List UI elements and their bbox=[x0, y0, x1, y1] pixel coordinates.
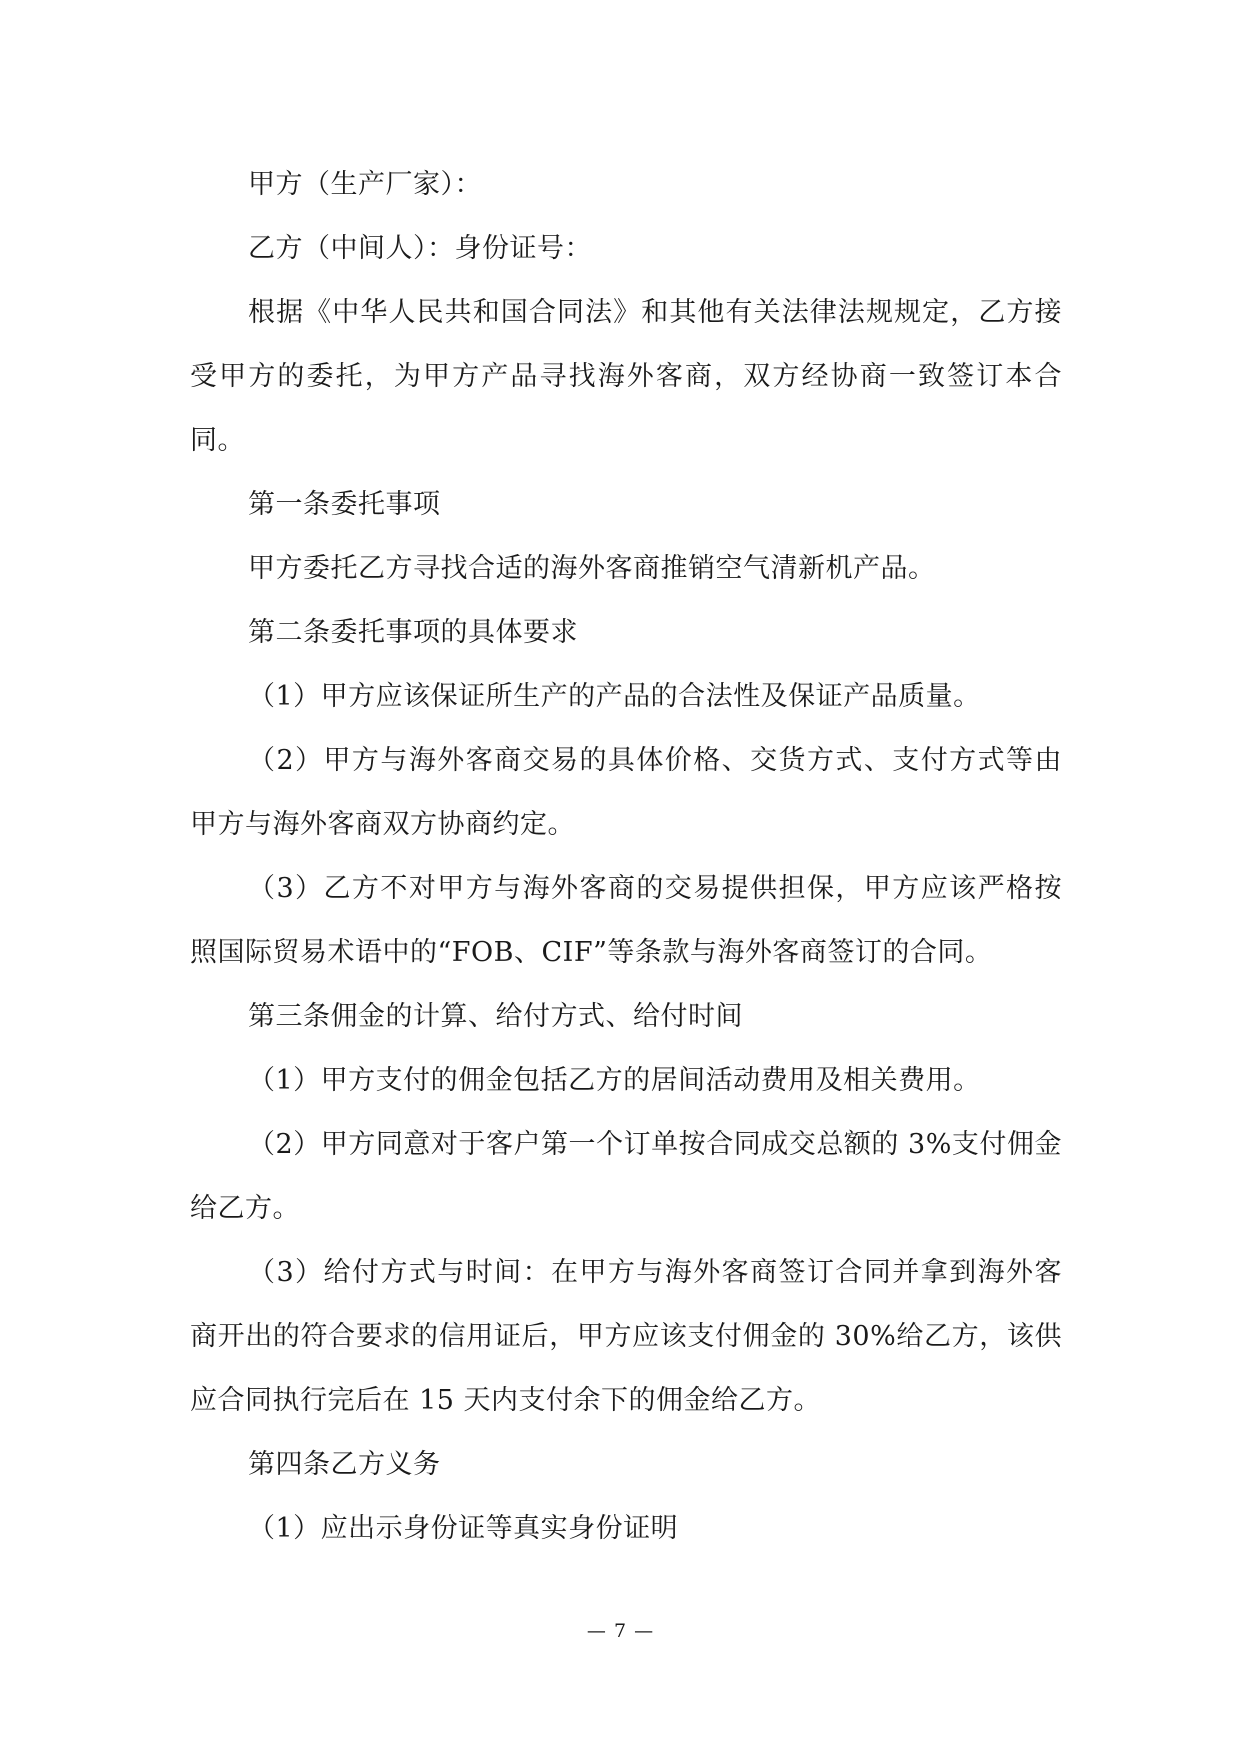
page-number: — 7 — bbox=[586, 1620, 655, 1642]
party-b-line: 乙方（中间人）：身份证号： bbox=[248, 233, 592, 264]
article-3-item-1: （1）甲方支付的佣金包括乙方的居间活动费用及相关费用。 bbox=[248, 1065, 981, 1096]
article-1-heading: 第一条委托事项 bbox=[248, 489, 441, 520]
article-1-body: 甲方委托乙方寻找合适的海外客商推销空气清新机产品。 bbox=[248, 553, 936, 584]
article-2-item-1: （1）甲方应该保证所生产的产品的合法性及保证产品质量。 bbox=[248, 681, 981, 712]
article-3-item-2: （2）甲方同意对于客户第一个订单按合同成交总额的 3%支付佣金给乙方。 bbox=[190, 1129, 1062, 1224]
article-3-item-3: （3）给付方式与时间：在甲方与海外客商签订合同并拿到海外客商开出的符合要求的信用证后，甲方应该支付佣金的 30%给乙方，该供应合同执行完后在 15 天内支付余下的佣金给乙方。 bbox=[190, 1257, 1062, 1416]
article-2-item-2: （2）甲方与海外客商交易的具体价格、交货方式、支付方式等由甲方与海外客商双方协商约定。 bbox=[190, 745, 1062, 840]
article-3-heading: 第三条佣金的计算、给付方式、给付时间 bbox=[248, 1001, 743, 1032]
article-4-item-1: （1）应出示身份证等真实身份证明 bbox=[248, 1513, 679, 1544]
article-2-heading: 第二条委托事项的具体要求 bbox=[248, 617, 578, 648]
party-a-line: 甲方（生产厂家）： bbox=[248, 169, 482, 200]
document-body bbox=[190, 153, 1062, 1561]
article-2-item-3: （3）乙方不对甲方与海外客商的交易提供担保，甲方应该严格按照国际贸易术语中的“FOB、CIF”等条款与海外客商签订的合同。 bbox=[190, 873, 1062, 968]
preamble-paragraph: 根据《中华人民共和国合同法》和其他有关法律法规规定，乙方接受甲方的委托，为甲方产品寻找海外客商，双方经协商一致签订本合同。 bbox=[190, 297, 1062, 456]
article-4-heading: 第四条乙方义务 bbox=[248, 1449, 441, 1480]
